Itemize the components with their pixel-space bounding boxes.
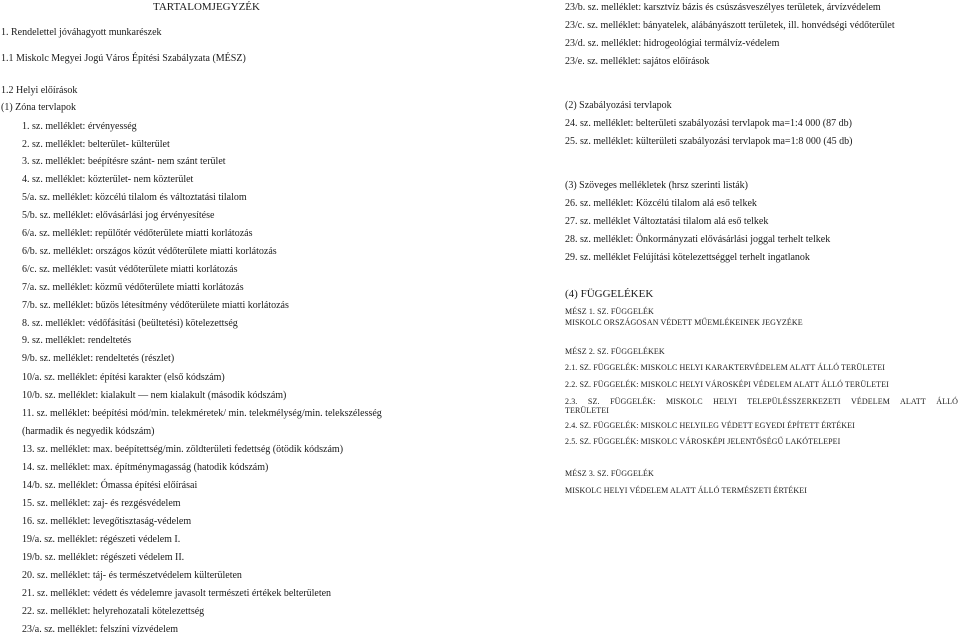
list-item: 11. sz. melléklet: beépítési mód/min. telekméretek/ min. telekmélység/min. telekszélesség: [22, 408, 382, 419]
list-item: 19/b. sz. melléklet: régészeti védelem II.: [22, 552, 185, 563]
list-item: 2.5. SZ. FÜGGELÉK: MISKOLC VÁROSKÉPI JELENTŐSÉGŰ LAKÓTELEPEI: [565, 437, 841, 446]
list-item: TERÜLETEI: [565, 406, 609, 415]
list-item: 24. sz. melléklet: belterületi szabályozási tervlapok ma=1:4 000 (87 db): [565, 118, 852, 129]
list-item: (harmadik és negyedik kódszám): [22, 426, 155, 437]
left-heading-1-1: 1.1 Miskolc Megyei Jogú Város Építési Szabályzata (MÉSZ): [1, 53, 246, 64]
list-item: 23/c. sz. melléklet: bányatelek, alábányászott területek, ill. honvédségi védőterület: [565, 20, 895, 31]
list-item: 5/a. sz. melléklet: közcélú tilalom és változtatási tilalom: [22, 192, 247, 203]
list-item: MÉSZ 1. SZ. FÜGGELÉK: [565, 307, 654, 316]
list-item: 23/d. sz. melléklet: hidrogeológiai termálvíz-védelem: [565, 38, 780, 49]
list-item: 4. sz. melléklet: közterület- nem közterület: [22, 174, 194, 185]
list-item: 13. sz. melléklet: max. beépítettség/min. zöldterületi fedettség (ötödik kódszám): [22, 444, 344, 455]
page-title: TARTALOMJEGYZÉK: [153, 1, 260, 13]
list-item: 15. sz. melléklet: zaj- és rezgésvédelem: [22, 498, 181, 509]
list-item: 9/b. sz. melléklet: rendeltetés (részlet): [22, 353, 175, 364]
list-item: 14. sz. melléklet: max. építménymagasság (hatodik kódszám): [22, 462, 269, 473]
list-item: 2. sz. melléklet: belterület- külterület: [22, 139, 170, 150]
list-item: 10/a. sz. melléklet: építési karakter (első kódszám): [22, 372, 225, 383]
list-item: 6/a. sz. melléklet: repülőtér védőterülete miatti korlátozás: [22, 228, 253, 239]
list-item: MISKOLC ORSZÁGOSAN VÉDETT MŰEMLÉKEINEK JEGYZÉKE: [565, 318, 803, 327]
list-item: 6/c. sz. melléklet: vasút védőterülete miatti korlátozás: [22, 264, 238, 275]
list-item: 27. sz. melléklet Változtatási tilalom alá eső telkek: [565, 216, 769, 227]
list-item: 7/a. sz. melléklet: közmű védőterülete miatti korlátozás: [22, 282, 244, 293]
list-item: 14/b. sz. melléklet: Ómassa építési előírásai: [22, 480, 198, 491]
list-item: 2.1. SZ. FÜGGELÉK: MISKOLC HELYI KARAKTERVÉDELEM ALATT ÁLLÓ TERÜLETEI: [565, 363, 886, 372]
list-item: 10/b. sz. melléklet: kialakult — nem kialakult (második kódszám): [22, 390, 287, 401]
list-item: 20. sz. melléklet: táj- és természetvédelem külterületen: [22, 570, 242, 581]
list-item: 7/b. sz. melléklet: bűzös létesítmény védőterülete miatti korlátozás: [22, 300, 289, 311]
list-item: 16. sz. melléklet: levegőtisztaság-védelem: [22, 516, 192, 527]
list-item: 23/b. sz. melléklet: karsztvíz bázis és csúszásveszélyes területek, árvízvédelem: [565, 2, 881, 13]
list-item: MISKOLC HELYI VÉDELEM ALATT ÁLLÓ TERMÉSZETI ÉRTÉKEI: [565, 486, 808, 495]
list-item: 2.3. SZ. FÜGGELÉK: MISKOLC HELYI TELEPÜLÉSSZERKEZETI VÉDELEM ALATT ÁLLÓ: [565, 397, 958, 406]
section-heading: (3) Szöveges mellékletek (hrsz szerinti listák): [565, 180, 748, 191]
list-item: 26. sz. melléklet: Közcélú tilalom alá eső telkek: [565, 198, 757, 209]
list-item: 8. sz. melléklet: védőfásítási (beültetési) kötelezettség: [22, 318, 238, 329]
left-heading-1-2: 1.2 Helyi előírások: [1, 85, 78, 96]
list-item: 2.2. SZ. FÜGGELÉK: MISKOLC HELYI VÁROSKÉPI VÉDELEM ALATT ÁLLÓ TERÜLETEI: [565, 380, 889, 389]
section-heading: (4) FÜGGELÉKEK: [565, 288, 654, 300]
list-item: 1. sz. melléklet: érvényesség: [22, 121, 137, 132]
list-item: MÉSZ 3. SZ. FÜGGELÉK: [565, 469, 654, 478]
left-heading-zona: (1) Zóna tervlapok: [1, 102, 76, 113]
list-item: 3. sz. melléklet: beépítésre szánt- nem szánt terület: [22, 156, 226, 167]
left-heading-1: 1. Rendelettel jóváhagyott munkarészek: [1, 27, 162, 38]
list-item: 9. sz. melléklet: rendeltetés: [22, 335, 132, 346]
list-item: 29. sz. melléklet Felújítási kötelezettséggel terhelt ingatlanok: [565, 252, 810, 263]
list-item: 22. sz. melléklet: helyrehozatali kötelezettség: [22, 606, 205, 617]
list-item: 2.4. SZ. FÜGGELÉK: MISKOLC HELYILEG VÉDETT EGYEDI ÉPÍTETT ÉRTÉKEI: [565, 421, 855, 430]
list-item: 19/a. sz. melléklet: régészeti védelem I.: [22, 534, 181, 545]
section-heading: (2) Szabályozási tervlapok: [565, 100, 672, 111]
list-item: 25. sz. melléklet: külterületi szabályozási tervlapok ma=1:8 000 (45 db): [565, 136, 853, 147]
list-item: MÉSZ 2. SZ. FÜGGELÉKEK: [565, 347, 665, 356]
list-item: 21. sz. melléklet: védett és védelemre javasolt természeti értékek belterületen: [22, 588, 332, 599]
list-item: 23/e. sz. melléklet: sajátos előírások: [565, 56, 710, 67]
list-item: 5/b. sz. melléklet: elővásárlási jog érvényesítése: [22, 210, 215, 221]
list-item: 28. sz. melléklet: Önkormányzati elővásárlási joggal terhelt telkek: [565, 234, 831, 245]
list-item: 23/a. sz. melléklet: felszíni vízvédelem: [22, 624, 179, 635]
list-item: 6/b. sz. melléklet: országos közút védőterülete miatti korlátozás: [22, 246, 277, 257]
